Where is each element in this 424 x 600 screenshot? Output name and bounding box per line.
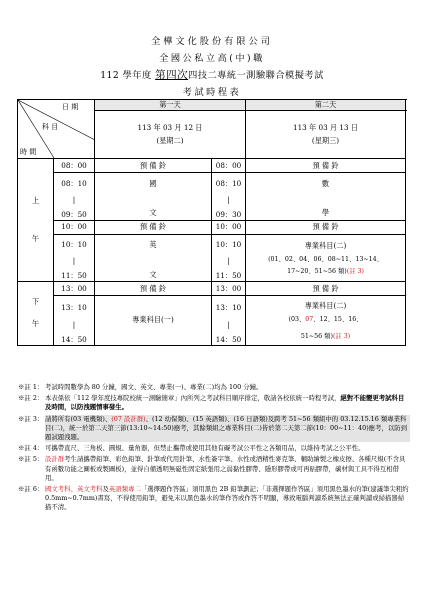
prep-bell: 預 備 鈴 [95,282,212,296]
time-cell: | 09：30 [212,195,246,221]
subject-chinese: 國 [95,173,212,195]
time-cell: 13：10 [54,296,95,320]
note-1: ※註 1： 考試時間數學為 80 分鐘，國文、英文、專業(一)、專業(二)均為 100 分鐘。 [18,383,263,391]
time-cell: 10：00 [212,220,246,234]
time-cell: | 14：50 [212,320,246,346]
notes-section [18,383,410,515]
prep-bell: 預 備 鈴 [246,220,406,234]
corner-time-label: 時 間 [20,148,37,156]
design-group-code: 07 [305,315,314,323]
schedule-table [17,99,406,346]
schedule-subtitle: 考試時程表 [182,87,242,98]
time-cell: | 14：50 [54,320,95,346]
prep-bell: 預 備 鈴 [246,159,406,173]
subject-math-cont: 學 [246,195,406,221]
time-cell: | 09：50 [54,195,95,221]
subject-english-cont: 文 [95,256,212,282]
day2-date: 113 年 03 月 13 日 (星期三) [246,111,406,159]
consortium-name: 全國公私立高(中)職 [159,53,265,64]
corner-cell [18,100,95,159]
note-3: ※註 3： 請將所有(03 電機類)、(07 設計群)、(12 幼保類)、(15 英語類)、(16 日語類)及跨考 51~56 類組中的 03.12.15.16 類專業科目(二)，統一於第二天第三節(13:10~14:50)應考，其餘類組之專業科目(二)皆於第二天第二節(10：00~11：40)應考，以防到題試題洩題。 [18,415,410,443]
note-4: ※註 4： 可攜帶直尺、三角板、圓規、量角器，但禁止攜帶或使用其他有礙考試公平性之各類用品，以維持考試之公平性。 [18,444,365,453]
time-cell: | 11：50 [212,256,246,282]
note-6: ※註 6： 國文考科、英文考科及英語類專二「選擇題作答區」須用黑色 2B 鉛筆劃記；「非選擇題作答區」須用黑色墨水的筆(建議筆尖粗約 0.5mm~0.7mm)書寫，不得使用鉛筆，避免未以黑色墨水的筆作答或作答不明顯，導致電腦判讀系統無法正確判讀或掃描器掃描不清。 [18,485,409,512]
session-morning: 上 午 [18,159,54,282]
subject-professional-2: 專業科目(二) (01、02、04、06、08~11、13~14、 17~20、51~56 類)(註 3) [246,234,406,282]
note3-ref: (註 3) [332,332,351,340]
subject-english: 英 [95,234,212,256]
time-cell: 08：00 [212,159,246,173]
time-cell: 08：10 [212,173,246,195]
prep-bell: 預 備 鈴 [95,159,212,173]
time-cell: 08：10 [54,173,95,195]
company-name: 全樺文化股份有限公司 [151,36,273,47]
subject-chinese-cont: 文 [95,195,212,221]
title-prefix: 112 學年度 [100,70,156,81]
subject-professional-1: 專業科目(一) [95,296,212,346]
day1-header: 第一天 [95,100,246,111]
subject-math: 數 [246,173,406,195]
corner-subject-label: 科 目 [42,123,59,131]
prep-bell: 預 備 鈴 [95,220,212,234]
exam-title [0,67,424,82]
note3-ref: (註 3) [346,267,364,275]
title-suffix: 四技二專統一測驗聯合模擬考試 [188,70,324,81]
day1-date: 113 年 03 月 12 日 (星期二) [95,111,246,159]
time-cell: 10：10 [54,234,95,256]
time-cell: 10：00 [54,220,95,234]
prep-bell: 預 備 鈴 [246,282,406,296]
title-round: 第四次 [155,69,189,81]
session-afternoon: 下 午 [18,282,54,346]
time-cell: | 11：50 [54,256,95,282]
time-cell: 13：10 [212,296,246,320]
note-2: ※註 2： 本表係依「112 學年度技專院校統一測驗簡章」內所列之考試科目順序排定，敬請各校依統一時程考試，絕對不能變更考試科目及時間，以防洩題情事發生。 [18,394,405,412]
time-cell: 13：00 [212,282,246,296]
corner-date-label: 日 期 [62,103,79,111]
note-5: ※註 5： 設計群考生請攜帶鉛筆、彩色鉛筆、針筆或代用針筆、水性簽字筆、水性或酒精性麥克筆、輔助繪製之橡皮擦、各種尺規(不含具有函數功能之圖板或製圖板)，並得自備透明無磁性固定紙張用之弱黏性膠帶、隱形膠帶或可再貼膠帶，碳材與工具不得互相借用。 [18,455,406,482]
day2-header: 第二天 [246,100,406,111]
time-cell: 10：10 [212,234,246,256]
subject-professional-2-pm: 專業科目(二) (03、07、12、15、16、 51~56 類)(註 3) [246,296,406,346]
time-cell: 08：00 [54,159,95,173]
time-cell: 13：00 [54,282,95,296]
